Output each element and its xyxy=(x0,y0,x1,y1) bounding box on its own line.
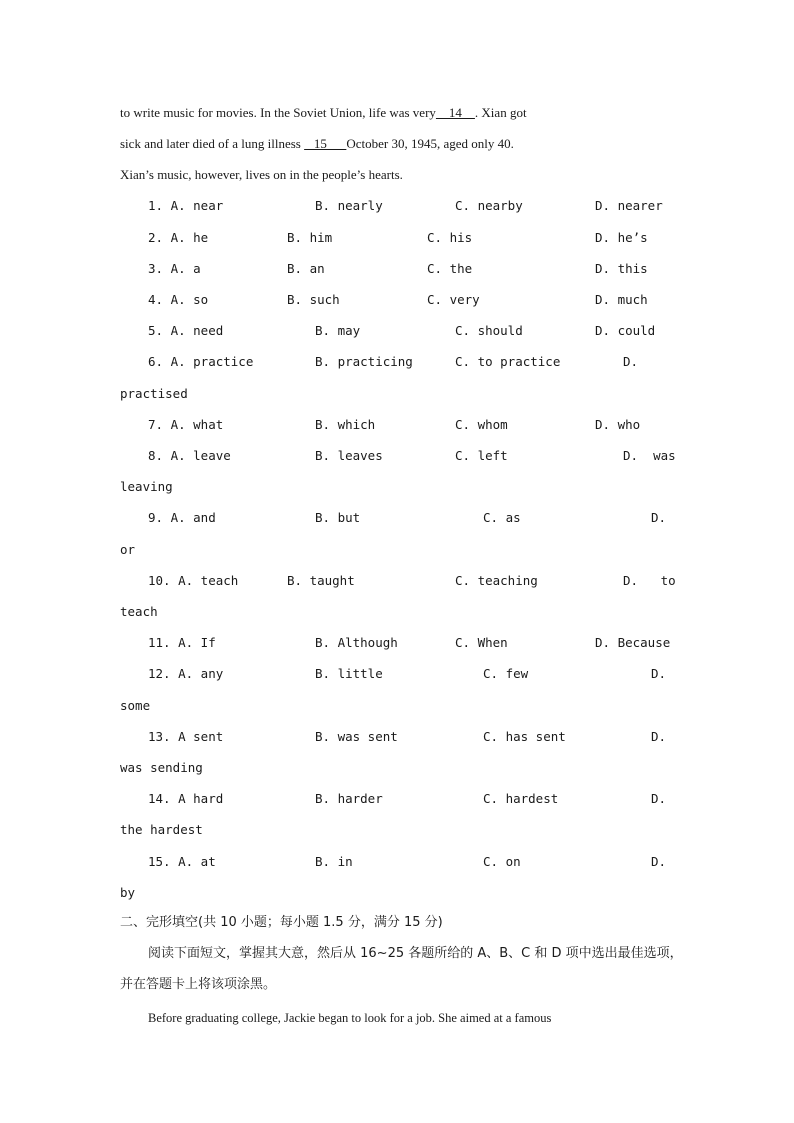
option-d: D. xyxy=(651,791,667,806)
option-c: C. his xyxy=(427,230,473,245)
option-c: C. the xyxy=(427,261,473,276)
option-a: 1. A. near xyxy=(148,198,224,213)
cloze-paragraph-start: Before graduating college, Jackie began to look for a job. She aimed at a famous xyxy=(148,1011,552,1025)
option-a: 2. A. he xyxy=(148,230,209,245)
option-b: B. little xyxy=(315,666,383,681)
option-d-wrap: by xyxy=(120,885,136,900)
blank-15: 15 xyxy=(304,136,347,151)
option-d: D. xyxy=(651,729,667,744)
option-a: 9. A. and xyxy=(148,510,216,525)
option-d: D. xyxy=(623,354,639,369)
option-c: C. left xyxy=(455,448,508,463)
option-d-wrap: some xyxy=(120,698,151,713)
option-a: 14. A hard xyxy=(148,791,224,806)
option-b: B. an xyxy=(287,261,325,276)
option-d: D. could xyxy=(595,323,656,338)
option-a: 5. A. need xyxy=(148,323,224,338)
option-b: B. may xyxy=(315,323,361,338)
option-c: C. very xyxy=(427,292,480,307)
option-b: B. which xyxy=(315,417,376,432)
option-b: B. taught xyxy=(287,573,355,588)
option-a: 11. A. If xyxy=(148,635,216,650)
option-c: C. has sent xyxy=(483,729,566,744)
option-a: 10. A. teach xyxy=(148,573,239,588)
option-b: B. harder xyxy=(315,791,383,806)
option-c: C. teaching xyxy=(455,573,538,588)
passage-text: sick and later died of a lung illness xyxy=(120,136,305,151)
option-a: 6. A. practice xyxy=(148,354,254,369)
option-b: B. such xyxy=(287,292,340,307)
option-c: C. whom xyxy=(455,417,508,432)
passage-line-2 xyxy=(120,136,680,152)
option-b: B. leaves xyxy=(315,448,383,463)
option-d: D. was xyxy=(623,448,676,463)
passage-text: . Xian got xyxy=(474,105,527,120)
option-c: C. few xyxy=(483,666,529,681)
option-c: C. on xyxy=(483,854,521,869)
option-d: D. much xyxy=(595,292,648,307)
option-a: 4. A. so xyxy=(148,292,209,307)
passage-line-3: Xian’s music, however, lives on in the people’s hearts. xyxy=(120,167,403,182)
option-d: D. xyxy=(651,854,667,869)
option-a: 8. A. leave xyxy=(148,448,231,463)
option-d-wrap: was sending xyxy=(120,760,203,775)
instruction-line-1: 阅读下面短文，掌握其大意，然后从 16~25 各题所给的 A、B、C 和 D 项中选出最佳选项， xyxy=(148,946,683,961)
option-b: B. was sent xyxy=(315,729,398,744)
option-c: C. to practice xyxy=(455,354,561,369)
option-d-wrap: teach xyxy=(120,604,158,619)
option-d: D. Because xyxy=(595,635,671,650)
option-d: D. he’s xyxy=(595,230,648,245)
instruction-line-2: 并在答题卡上将该项涂黑。 xyxy=(120,977,277,992)
option-c: C. When xyxy=(455,635,508,650)
option-b: B. practicing xyxy=(315,354,413,369)
passage-line-1 xyxy=(120,105,680,121)
option-d: D. xyxy=(651,510,667,525)
option-a: 12. A. any xyxy=(148,666,224,681)
option-a: 3. A. a xyxy=(148,261,201,276)
option-a: 15. A. at xyxy=(148,854,216,869)
option-b: B. but xyxy=(315,510,361,525)
option-d: D. this xyxy=(595,261,648,276)
option-c: C. should xyxy=(455,323,523,338)
option-b: B. Although xyxy=(315,635,398,650)
option-d-wrap: the hardest xyxy=(120,822,203,837)
passage-text: October 30, 1945, aged only 40. xyxy=(346,136,514,151)
option-d-wrap: leaving xyxy=(120,479,173,494)
option-d: D. to xyxy=(623,573,676,588)
option-d-wrap: or xyxy=(120,542,136,557)
option-c: C. nearby xyxy=(455,198,523,213)
option-d: D. xyxy=(651,666,667,681)
option-b: B. him xyxy=(287,230,333,245)
option-b: B. nearly xyxy=(315,198,383,213)
option-d-wrap: practised xyxy=(120,386,188,401)
option-c: C. as xyxy=(483,510,521,525)
option-b: B. in xyxy=(315,854,353,869)
option-a: 7. A. what xyxy=(148,417,224,432)
option-d: D. who xyxy=(595,417,641,432)
option-d: D. nearer xyxy=(595,198,663,213)
option-a: 13. A sent xyxy=(148,729,224,744)
option-c: C. hardest xyxy=(483,791,559,806)
passage-text: to write music for movies. In the Soviet Union, life was very xyxy=(120,105,436,120)
blank-14: 14 xyxy=(435,105,475,120)
section-heading: 二、完形填空(共 10 小题；每小题 1.5 分，满分 15 分) xyxy=(120,915,443,930)
